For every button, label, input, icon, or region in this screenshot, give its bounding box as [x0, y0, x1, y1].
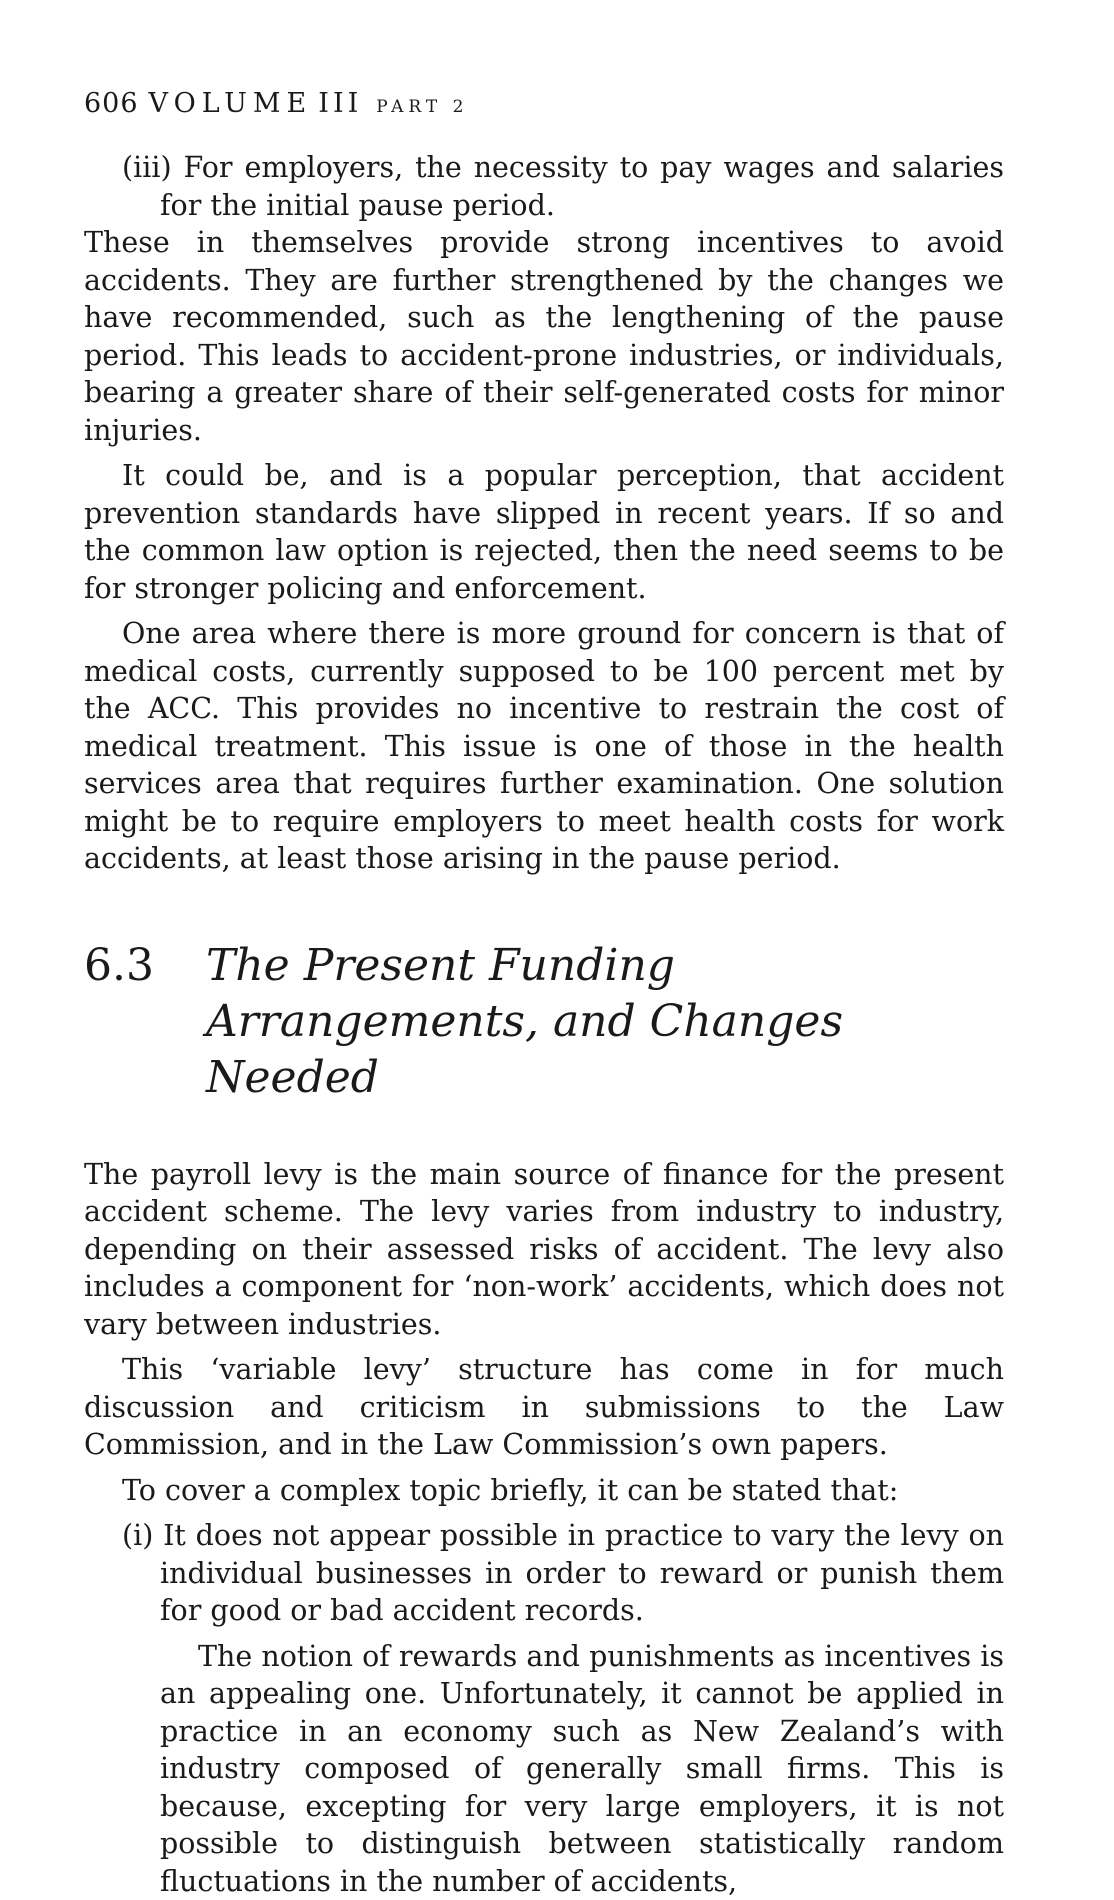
running-header — [84, 88, 1004, 119]
page-number: 606 — [84, 88, 139, 119]
list-item-i: (i) It does not appear possible in practice to vary the levy on individual businesses in order to reward or punish them for good or bad accident records. — [84, 1517, 1004, 1630]
paragraph-prevention-standards: It could be, and is a popular perception, that accident prevention standards have slipped in recent years. If so and the common law option is rejected, then the need seems to be for stronger policing and enforcement. — [84, 457, 1004, 607]
paragraph-medical-costs: One area where there is more ground for concern is that of medical costs, currently supposed to be 100 percent met by the ACC. This provides no incentive to restrain the cost of medical treatment. This issue is one of those in the health services area that requires further examination. One solution might be to require employers to meet health costs for work accidents, at least those arising in the pause period. — [84, 615, 1004, 878]
section-title: The Present Funding Arrangements, and Changes Needed — [206, 938, 906, 1106]
paragraph-complex-topic: To cover a complex topic briefly, it can be stated that: — [84, 1472, 1004, 1510]
paragraph-rewards-punishments: The notion of rewards and punishments as incentives is an appealing one. Unfortunately, it cannot be applied in practice in an economy such as New Zealand’s with industry composed of generally small firms. This is because, excepting for very large employers, it is not possible to distinguish between statistically random fluctuations in the number of accidents, — [84, 1638, 1004, 1900]
section-number: 6.3 — [84, 938, 206, 994]
document-page — [84, 88, 1004, 1900]
paragraph-payroll-levy: The payroll levy is the main source of finance for the present accident scheme. The levy varies from industry to industry, depending on their assessed risks of accident. The levy also includes a component for ‘non-work’ accidents, which does not vary between industries. — [84, 1156, 1004, 1344]
volume-number: III — [318, 88, 362, 119]
part-label: PART 2 — [376, 97, 468, 117]
list-item-iii: (iii) For employers, the necessity to pay wages and salaries for the initial pause period. — [84, 149, 1004, 224]
paragraph-variable-levy: This ‘variable levy’ structure has come in for much discussion and criticism in submissions to the Law Commission, and in the Law Commission’s own papers. — [84, 1351, 1004, 1464]
section-heading — [84, 938, 1004, 1106]
paragraph-incentives: These in themselves provide strong incentives to avoid accidents. They are further strengthened by the changes we have recommended, such as the lengthening of the pause period. This leads to accident-prone industries, or individuals, bearing a greater share of their self-generated costs for minor injuries. — [84, 224, 1004, 449]
volume-label: VOLUME — [149, 88, 313, 119]
